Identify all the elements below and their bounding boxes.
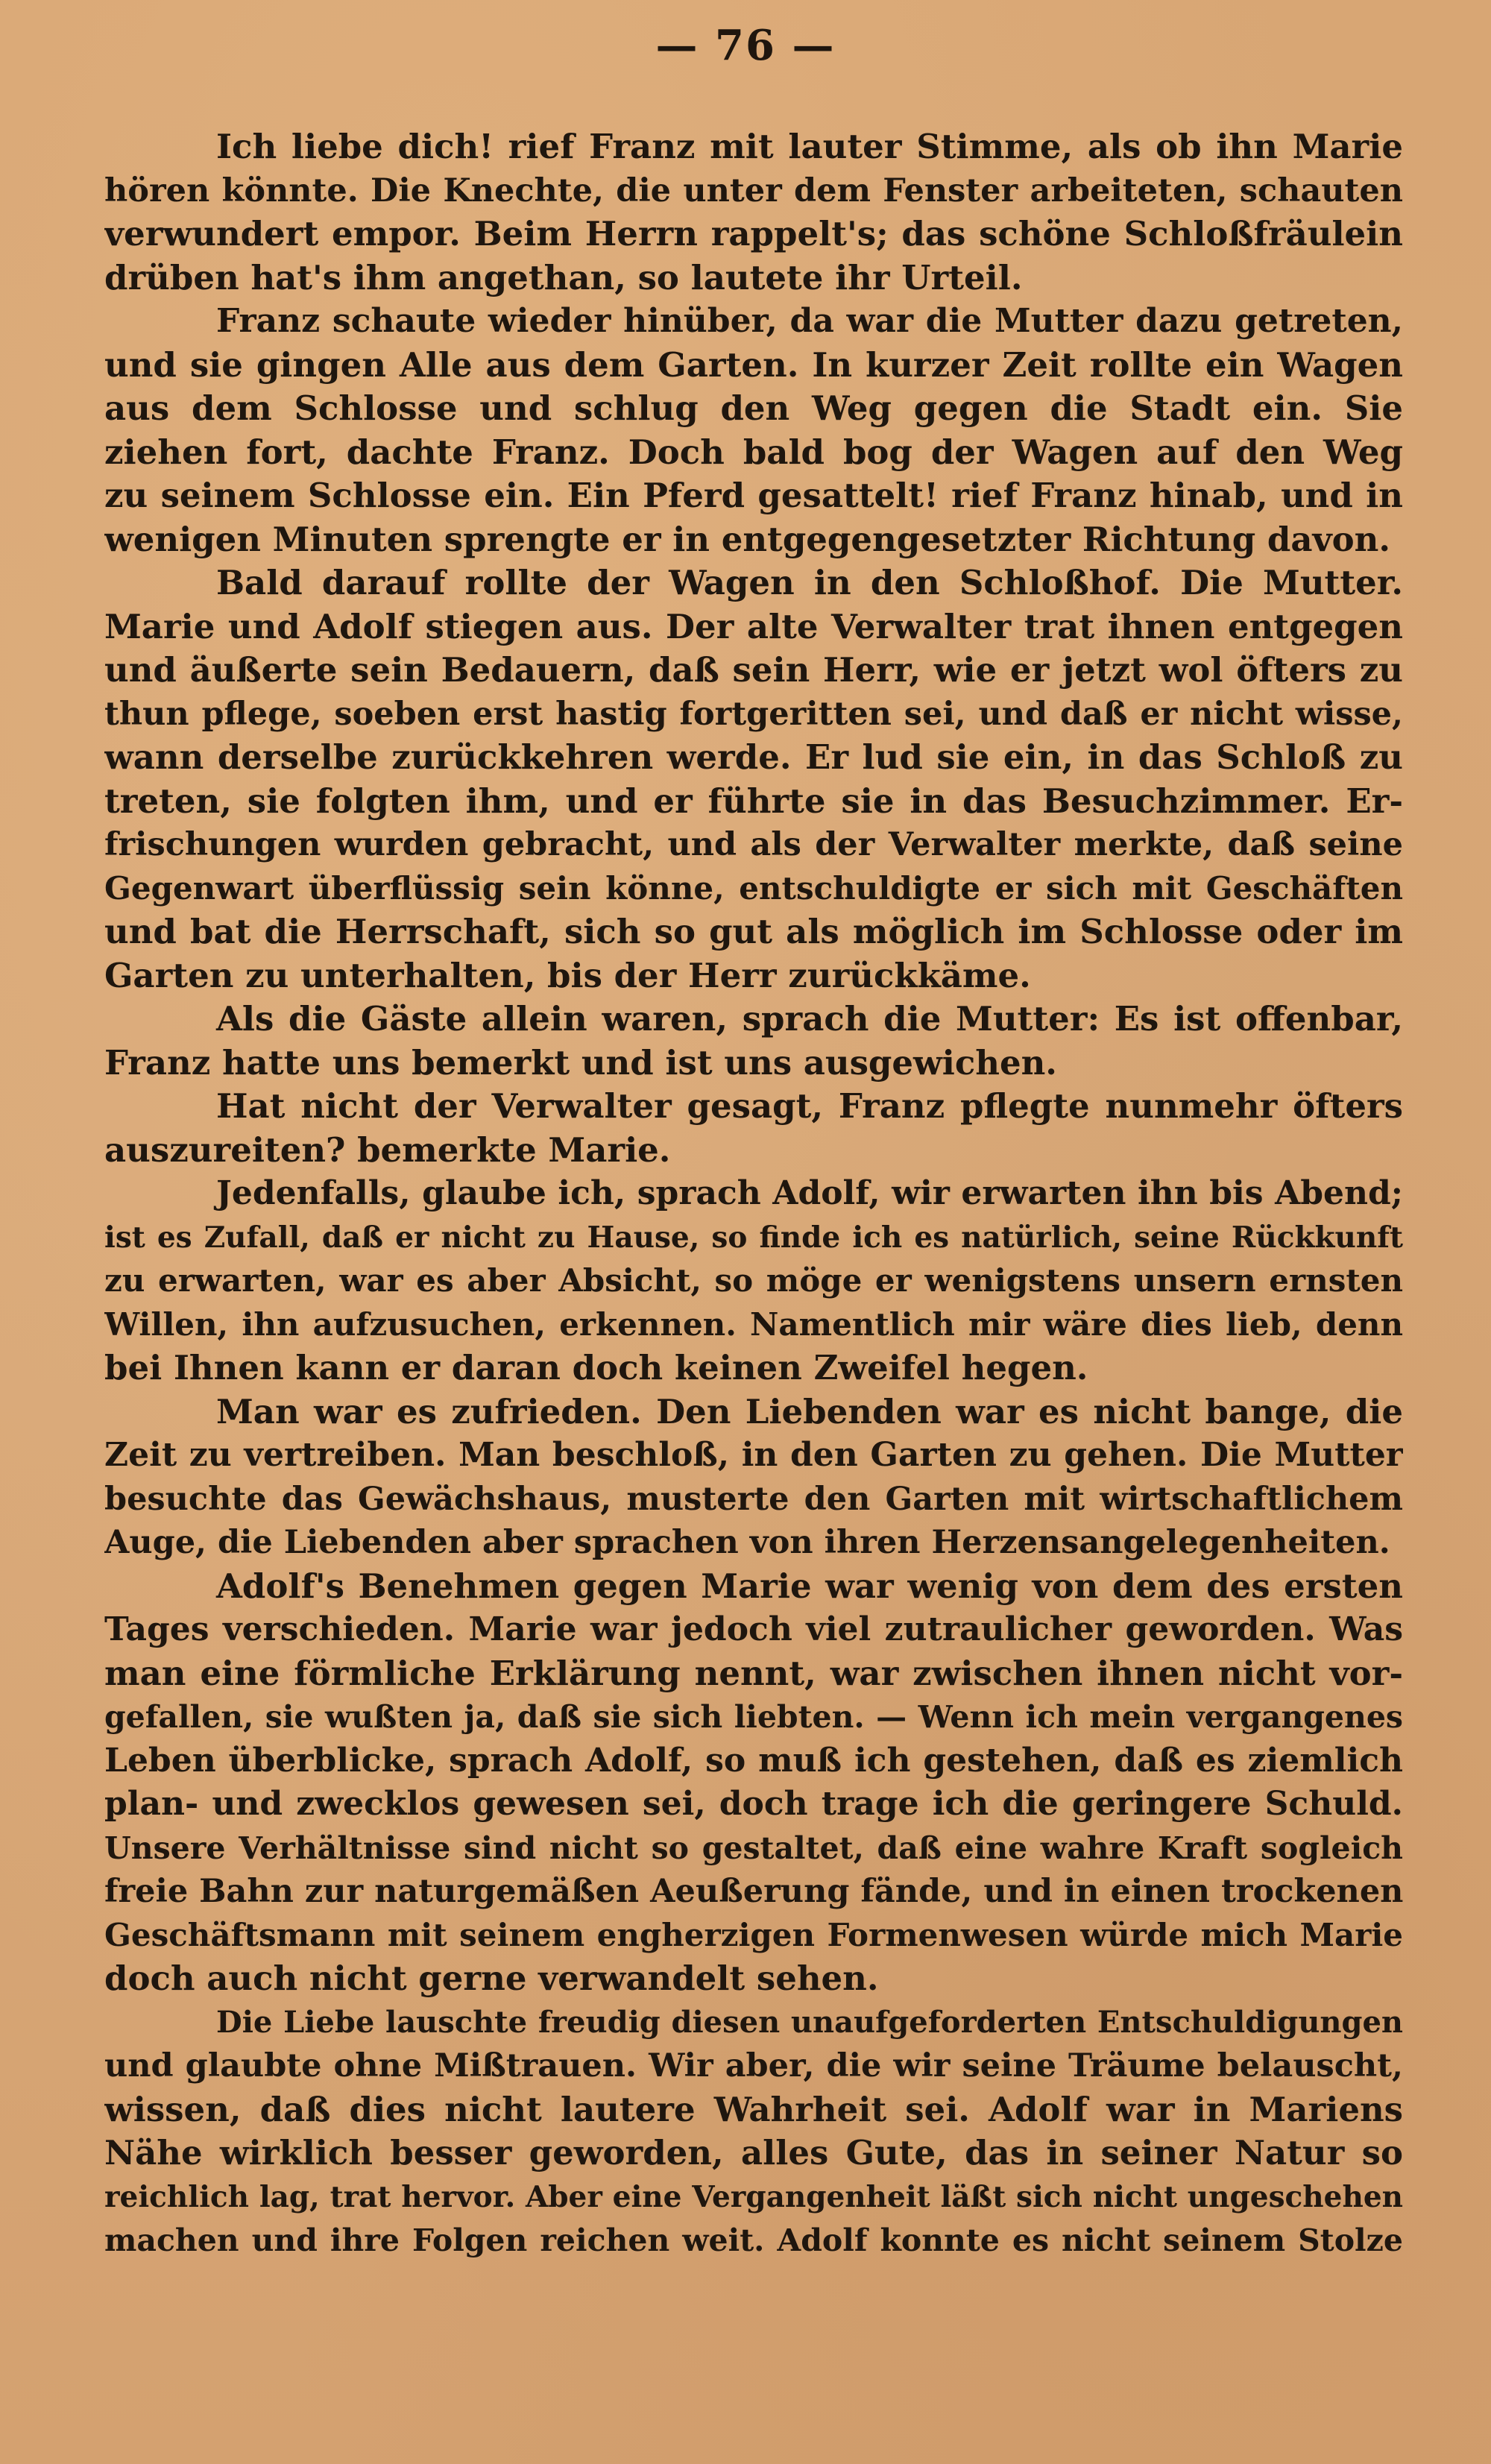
text-line: besuchte das Gewächshaus, musterte den Garten mit wirtschaftlichem [104, 1480, 1403, 1518]
text-line: Die Liebe lauschte freudig diesen unaufgeforderten Entschuldigungen [216, 2004, 1403, 2040]
text-line: man eine förmliche Erklärung nennt, war zwischen ihnen nicht vor- [104, 1653, 1403, 1693]
text-line: Ich liebe dich! rief Franz mit lauter Stimme, als ob ihn Marie [216, 127, 1403, 166]
text-line: wenigen Minuten sprengte er in entgegengesetzter Richtung davon. [104, 519, 1391, 559]
text-line: Unsere Verhältnisse sind nicht so gestaltet, daß eine wahre Kraft sogleich [104, 1830, 1403, 1866]
text-line: ziehen fort, dachte Franz. Doch bald bog der Wagen auf den Weg [104, 432, 1403, 472]
text-line: frischungen wurden gebracht, und als der Verwalter merkte, daß seine [104, 826, 1403, 863]
text-line: auszureiten? bemerkte Marie. [104, 1129, 671, 1170]
text-line: treten, sie folgten ihm, und er führte sie in das Besuchzimmer. Er- [104, 781, 1403, 821]
text-line: Bald darauf rollte der Wagen in den Schloßhof. Die Mutter. [216, 563, 1403, 602]
text-line: zu seinem Schlosse ein. Ein Pferd gesattelt! rief Franz hinab, und in [104, 476, 1403, 515]
text-line: Marie und Adolf stiegen aus. Der alte Verwalter trat ihnen entgegen [104, 606, 1403, 646]
text-line: drüben hat's ihm angethan, so lautete ihr Urteil. [104, 257, 1023, 297]
page-number: — 76 — [655, 21, 836, 70]
text-line: machen und ihre Folgen reichen weit. Adolf konnte es nicht seinem Stolze [104, 2222, 1403, 2258]
text-line: Zeit zu vertreiben. Man beschloß, in den Garten zu gehen. Die Mutter [104, 1436, 1403, 1474]
text-line: thun pflege, soeben erst hastig fortgeritten sei, und daß er nicht wisse, [104, 695, 1403, 733]
text-line: gefallen, sie wußten ja, daß sie sich liebten. — Wenn ich mein vergangenes [104, 1699, 1403, 1735]
text-line: Man war es zufrieden. Den Liebenden war es nicht bange, die [216, 1391, 1403, 1431]
text-line: Willen, ihn aufzusuchen, erkennen. Namentlich mir wäre dies lieb, denn [104, 1305, 1403, 1343]
text-line: Jedenfalls, glaube ich, sprach Adolf, wir erwarten ihn bis Abend; [216, 1174, 1403, 1212]
text-line: und sie gingen Alle aus dem Garten. In kurzer Zeit rollte ein Wagen [104, 344, 1403, 385]
text-line: Leben überblicke, sprach Adolf, so muß ich gestehen, daß es ziemlich [104, 1741, 1403, 1780]
text-line: plan- und zwecklos gewesen sei, doch trage ich die geringere Schuld. [104, 1785, 1403, 1823]
text-line: doch auch nicht gerne verwandelt sehen. [104, 1959, 879, 1998]
text-line: bei Ihnen kann er daran doch keinen Zweifel hegen. [104, 1348, 1088, 1387]
text-line: Geschäftsmann mit seinem engherzigen Formenwesen würde mich Marie [104, 1916, 1403, 1953]
text-line: Nähe wirklich besser geworden, alles Gute, das in seiner Natur so [104, 2133, 1403, 2172]
text-line: Gegenwart überflüssig sein könne, entschuldigte er sich mit Geschäften [104, 869, 1403, 907]
text-line: Garten zu unterhalten, bis der Herr zurückkäme. [104, 955, 1031, 995]
text-line: wann derselbe zurückkehren werde. Er lud sie ein, in das Schloß zu [104, 737, 1403, 777]
text-line: Auge, die Liebenden aber sprachen von ihren Herzensangelegenheiten. [104, 1524, 1390, 1561]
text-line: und bat die Herrschaft, sich so gut als möglich im Schlosse oder im [104, 912, 1403, 951]
text-line: und äußerte sein Bedauern, daß sein Herr, wie er jetzt wol öfters zu [104, 650, 1403, 690]
text-line: Franz hatte uns bemerkt und ist uns ausgewichen. [104, 1042, 1057, 1083]
text-line: Hat nicht der Verwalter gesagt, Franz pflegte nunmehr öfters [216, 1086, 1403, 1126]
text-line: ist es Zufall, daß er nicht zu Hause, so finde ich es natürlich, seine Rückkunft [104, 1220, 1403, 1255]
text-line: wissen, daß dies nicht lautere Wahrheit sei. Adolf war in Mariens [104, 2089, 1403, 2129]
text-line: verwundert empor. Beim Herrn rappelt's; das schöne Schloßfräulein [104, 214, 1403, 253]
text-line: hören könnte. Die Knechte, die unter dem Fenster arbeiteten, schauten [104, 171, 1403, 209]
text-line: Tages verschieden. Marie war jedoch viel zutraulicher geworden. Was [104, 1610, 1403, 1648]
text-line: zu erwarten, war es aber Absicht, so möge er wenigstens unsern ernsten [104, 1262, 1403, 1299]
text-line: Franz schaute wieder hinüber, da war die Mutter dazu getreten, [216, 302, 1403, 340]
text-line: reichlich lag, trat hervor. Aber eine Vergangenheit läßt sich nicht ungeschehen [104, 2179, 1403, 2214]
text-line: Adolf's Benehmen gegen Marie war wenig von dem des ersten [216, 1566, 1403, 1606]
text-line: Als die Gäste allein waren, sprach die Mutter: Es ist offenbar, [216, 999, 1403, 1039]
text-line: freie Bahn zur naturgemäßen Aeußerung fände, und in einen trockenen [104, 1873, 1403, 1910]
body-text [104, 125, 1403, 2263]
text-line: aus dem Schlosse und schlug den Weg gegen die Stadt ein. Sie [104, 388, 1403, 428]
text-line: und glaubte ohne Mißtrauen. Wir aber, die wir seine Träume belauscht, [104, 2047, 1403, 2085]
